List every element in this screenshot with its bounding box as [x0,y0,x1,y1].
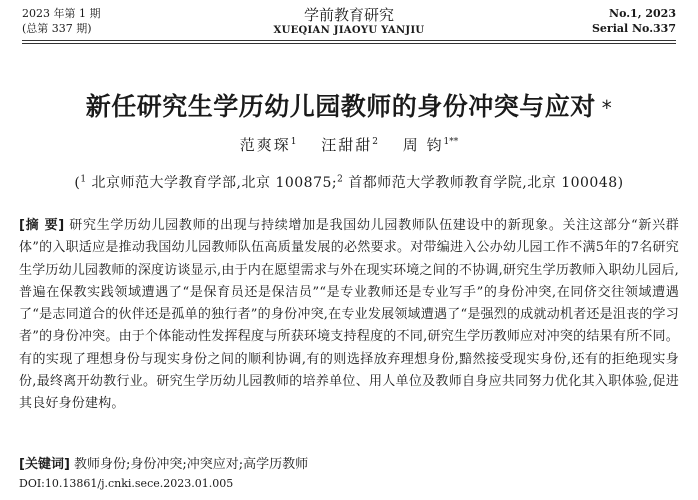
paper-title-text: 新任研究生学历幼儿园教师的身份冲突与应对 [85,92,596,121]
journal-name-en: XUEQIAN JIAOYU YANJIU [273,25,425,36]
author [321,136,378,154]
header-rule-top [22,40,676,41]
total-issue: (总第 337 期) [22,22,92,35]
paper-title [0,87,698,123]
affil-open-paren: ( [74,175,81,191]
abstract-label: [摘 要] [19,218,65,233]
affil-sup-2: 2 [337,174,344,185]
author-sup: 1** [443,137,459,147]
affiliations [0,172,698,192]
affil-1: 北京师范大学教育学部,北京 100875; [86,175,338,191]
keywords [19,456,679,474]
abstract [19,215,679,416]
author-sup: 1 [290,137,297,147]
issue-number: No.1, 2023 [609,7,676,20]
author [240,136,297,154]
keywords-label: [关键词] [19,457,70,472]
journal-header [0,0,698,42]
keywords-text: 教师身份;身份冲突;冲突应对;高学历教师 [74,457,309,472]
issue-year: 2023 年第 1 期 [22,7,101,20]
author-sup: 2 [372,137,378,147]
journal-name-cn: 学前教育研究 [303,6,394,24]
author [403,136,459,154]
affil-2: 首都师范大学教师教育学院,北京 100048) [343,175,624,191]
doi[interactable]: DOI:10.13861/j.cnki.sece.2023.01.005 [19,477,234,490]
issue-info-right [592,6,676,36]
serial-number: Serial No.337 [591,22,676,35]
affil-sup-1: 1 [80,174,87,185]
author-name: 范爽琛 [239,136,291,154]
title-footnote-mark: * [601,96,613,120]
header-rule-bottom [22,43,676,44]
author-name: 周 钧 [402,136,444,154]
abstract-text: 研究生学历幼儿园教师的出现与持续增加是我国幼儿园教师队伍建设中的新现象。关注这部分“新兴群体”的入职适应是推动我国幼儿园教师队伍高质量发展的必然要求。对带编进入公办幼儿园工作不满5年的7名研究生学历幼儿园教师的深度访谈显示,由于内在愿望需求与外在现实环境之间的不协调,研究生学历教师入职幼儿园后,普遍在保教实践领域遭遇了“是保育员还是保洁员”“是专业教师还是专业写手”的身份冲突,在同侪交往领域遭遇了“是志同道合的伙伴还是孤单的独行者”的身份冲突,在专业发展领域遭遇了“是强烈的成就动机者还是沮丧的学习者”的身份冲突。由于个体能动性发挥程度与所获环境支持程度的不同,研究生学历教师应对冲突的结果有所不同。有的实现了理想身份与现实身份之间的顺利协调,有的则选择放弃理想身份,黯然接受现实身份,还有的拒绝现实身份,最终离开幼教行业。研究生学历幼儿园教师的培养单位、用人单位及教师自身应共同努力优化其入职体验,促进其良好身份建构。 [19,218,679,412]
author-list [0,134,698,155]
author-name: 汪甜甜 [321,136,373,154]
